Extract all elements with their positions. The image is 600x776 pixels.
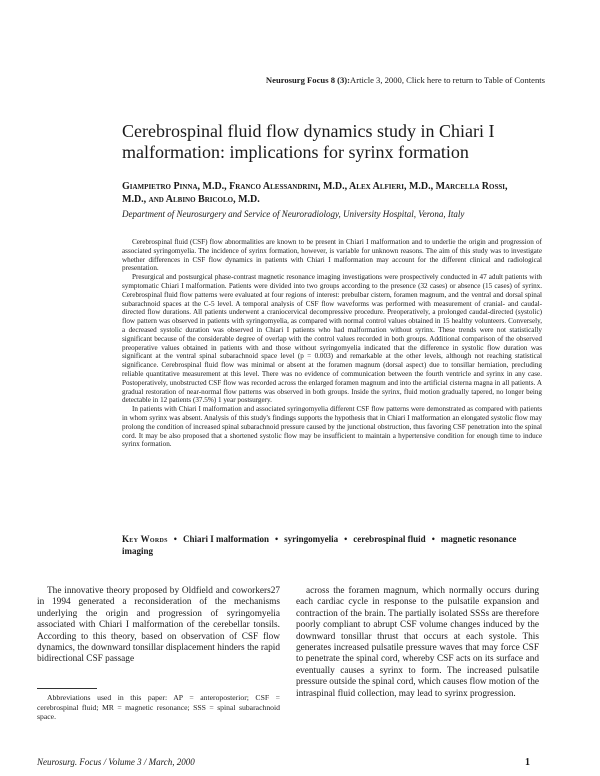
author-list: Giampietro Pinna, M.D., Franco Alessandrini, M.D., Alex Alfieri, M.D., Marcella Rossi, M.D., and Albino Bricolo, M.D. <box>122 181 508 205</box>
abstract <box>122 238 542 449</box>
keywords-label: Key Words <box>122 534 168 544</box>
keyword: magnetic resonance imaging <box>122 534 517 556</box>
paper-title: Cerebrospinal fluid flow dynamics study in Chiari I malformation: implications for syrinx formation <box>122 121 495 162</box>
abstract-paragraph: In patients with Chiari I malformation and associated syringomyelia different CSF flow patterns were demonstrated as compared with patients in whom syrinx was absent. Analysis of this study's findings supports the hypothesis that in Chiari I malformation an elongated systolic flow may prolong the condition of increased spinal subarachnoid pressure caused by the junctional obstruction, thus favoring CSF penetration into the spinal cord. It may be also proposed that a shortened systolic flow may be insufficient to maintain a hypertensive condition for enough time to induce syrinx formation. <box>122 405 542 449</box>
page-number: 1 <box>525 757 530 768</box>
keyword: cerebrospinal fluid <box>353 534 426 544</box>
bullet-icon: • <box>431 534 435 544</box>
footnote <box>37 693 280 722</box>
body-paragraph: across the foramen magnum, which normally occurs during each cardiac cycle in response to the pulsatile expansion and contraction of the brain. The partially isolated SSSs are therefore poorly compliant to abrupt CSF volume changes induced by the downward tonsillar thrust that occurs at each systole. This generates increased pulsatile pressure waves that may force CSF to penetrate the spinal cord, whereby CSF acts on its surface and eventually causes a syrinx to form. The increased pulsatile pressure outside the spinal cord, which causes flow motion of the intraspinal fluid collection, may lead to syrinx progression. <box>296 586 539 699</box>
body-column-right <box>296 586 539 700</box>
bullet-icon: • <box>344 534 348 544</box>
body-paragraph: The innovative theory proposed by Oldfield and coworkers27 in 1994 generated a reconsideration of the mechanisms underlying the origin and progression of syringomyelia associated with Chiari I malformation of the cerebellar tonsils. According to this theory, based on observation of CSF flow dynamics, the downward tonsillar displacement hinders the rapid bidirectional CSF passage <box>37 586 280 665</box>
keyword: Chiari I malformation <box>182 534 269 544</box>
keywords <box>122 533 542 557</box>
body-column-left <box>37 586 280 666</box>
bullet-icon: • <box>274 534 279 544</box>
footnote-divider <box>37 688 97 689</box>
running-header <box>266 75 545 85</box>
abstract-paragraph: Cerebrospinal fluid (CSF) flow abnormalities are known to be present in Chiari I malformation and to underlie the origin and progression of associated syringomyelia. The incidence of syrinx formation, however, is variable for unknown reasons. The aim of this study was to investigate whether differences in CSF flow dynamics in patients with Chiari I malformation may account for the different clinical and radiological presentation. <box>122 238 542 273</box>
toc-link[interactable]: Click here to return to Table of Contents <box>403 75 545 85</box>
keyword: syringomyelia <box>284 534 339 544</box>
header-article: Article 3, 2000, <box>350 75 404 85</box>
header-journal: Neurosurg Focus 8 (3): <box>265 75 351 85</box>
affiliation: Department of Neurosurgery and Service of Neuroradiology, University Hospital, Verona, Italy <box>122 209 465 219</box>
footer-journal: Neurosurg. Focus / Volume 3 / March, 2000 <box>37 757 195 767</box>
abbreviations-footnote: Abbreviations used in this paper: AP = anteroposterior; CSF = cerebrospinal fluid; MR = magnetic resonance; SSS = spinal subarachnoid space. <box>37 693 280 721</box>
bullet-icon: • <box>173 534 177 544</box>
abstract-paragraph: Presurgical and postsurgical phase-contrast magnetic resonance imaging investigations were prospectively conducted in 47 adult patients with symptomatic Chiari I malformation. Patients were divided into two groups according to the presence (32 cases) or absence (15 cases) of syrinx. Cerebrospinal fluid flow patterns were evaluated at four regions of interest: prebulbar cistern, foramen magnum, and the ventral and dorsal spinal subarachnoid spaces at the C-5 level. A temporal analysis of CSF flow waveforms was performed with measurement of cranial- and caudal-directed flow durations. All patients underwent a craniocervical decompressive procedure. Preoperatively, a prolonged caudal-directed (systolic) flow pattern was observed in patients with syringomyelia, as compared with normal control values obtained in 15 healthy volunteers. Conversely, a decreased systolic duration was observed in Chiari I patients who had malformation without syrinx. These trends were not statistically significant because of the considerable degree of overlap with the control values recorded in both groups. Additional comparison of the observed preoperative values obtained in patients with and those without syringomyelia indicated that the difference in systolic flow duration was significant at the ventral spinal subarachnoid space level (p = 0.003) and remarkable at the other levels, although not reaching statistical significance. Cerebrospinal fluid flow was minimal or absent at the foramen magnum (dorsal aspect) due to tonsillar herniation, precluding reliable quantitative measurement at this level. There was no evidence of communication between the fourth ventricle and syrinx in any case. Postoperatively, unobstructed CSF flow was recorded across the enlarged foramen magnum and into the artificial cisterna magna in all patients. A gradual restoration of near-normal flow patterns was observed in both groups. Inside the syrinx, fluid motion gradually tapered, no longer being detectable in 12 patients (37.5%) 1 year postsurgery. <box>122 273 542 405</box>
